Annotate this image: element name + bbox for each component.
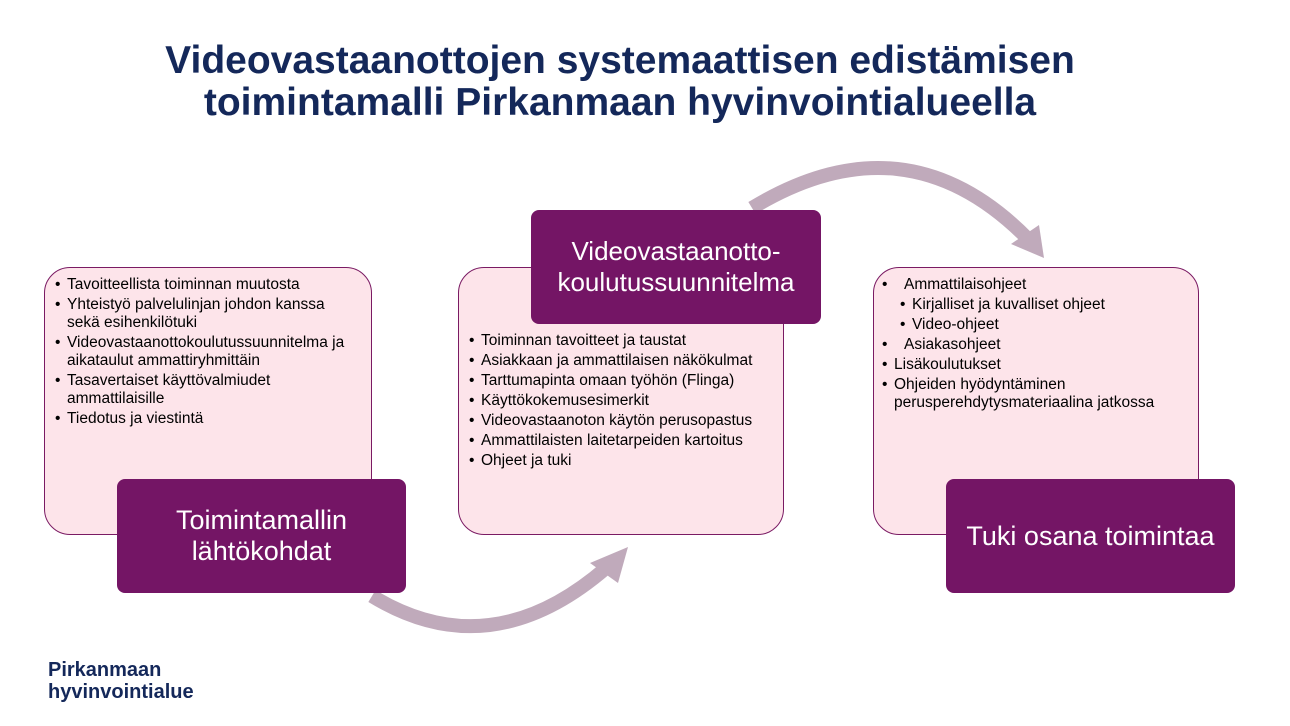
- step2-list: [467, 332, 777, 470]
- list-item: • Tavoitteellista toiminnan muutosta: [53, 276, 361, 294]
- list-item: • Tarttumapinta omaan työhön (Flinga): [467, 372, 777, 390]
- list-item: • Ohjeiden hyödyntäminen perusperehdytysmateriaalina jatkossa: [880, 376, 1190, 412]
- list-item: • Kirjalliset ja kuvalliset ohjeet: [880, 296, 1190, 314]
- list-item: • Videovastaanoton käytön perusopastus: [467, 412, 777, 430]
- page-title: Videovastaanottojen systemaattisen edistämisen toimintamalli Pirkanmaan hyvinvointialueella: [165, 39, 1075, 124]
- list-item: • Tiedotus ja viestintä: [53, 410, 361, 428]
- step1-list: [53, 276, 361, 428]
- list-item: • Video-ohjeet: [880, 316, 1190, 334]
- list-item: • Ammattilaisten laitetarpeiden kartoitus: [467, 432, 777, 450]
- list-item: • Asiakkaan ja ammattilaisen näkökulmat: [467, 352, 777, 370]
- list-item: • Toiminnan tavoitteet ja taustat: [467, 332, 777, 350]
- list-item: • Yhteistyö palvelulinjan johdon kanssa sekä esihenkilötuki: [53, 296, 361, 332]
- organization-logo: [48, 659, 194, 703]
- logo-line1: Pirkanmaan: [48, 659, 162, 681]
- list-item: • Ohjeet ja tuki: [467, 452, 777, 470]
- list-item: • Lisäkoulutukset: [880, 356, 1190, 374]
- list-item: • Ammattilaisohjeet: [880, 276, 1190, 294]
- step1-label: Toimintamallin lähtökohdat: [117, 479, 406, 593]
- list-item: • Videovastaanottokoulutussuunnitelma ja aikataulut ammattiryhmittäin: [53, 334, 361, 370]
- list-item: • Tasavertaiset käyttövalmiudet ammattilaisille: [53, 372, 361, 408]
- list-item: • Käyttökokemusesimerkit: [467, 392, 777, 410]
- list-item: • Asiakasohjeet: [880, 336, 1190, 354]
- arrow-step1-to-step2: [372, 568, 606, 626]
- step2-label: Videovastaanotto-koulutussuunnitelma: [531, 210, 821, 324]
- step3-label: Tuki osana toimintaa: [946, 479, 1235, 593]
- logo-line2: hyvinvointialue: [48, 681, 194, 703]
- step3-list: [880, 276, 1190, 412]
